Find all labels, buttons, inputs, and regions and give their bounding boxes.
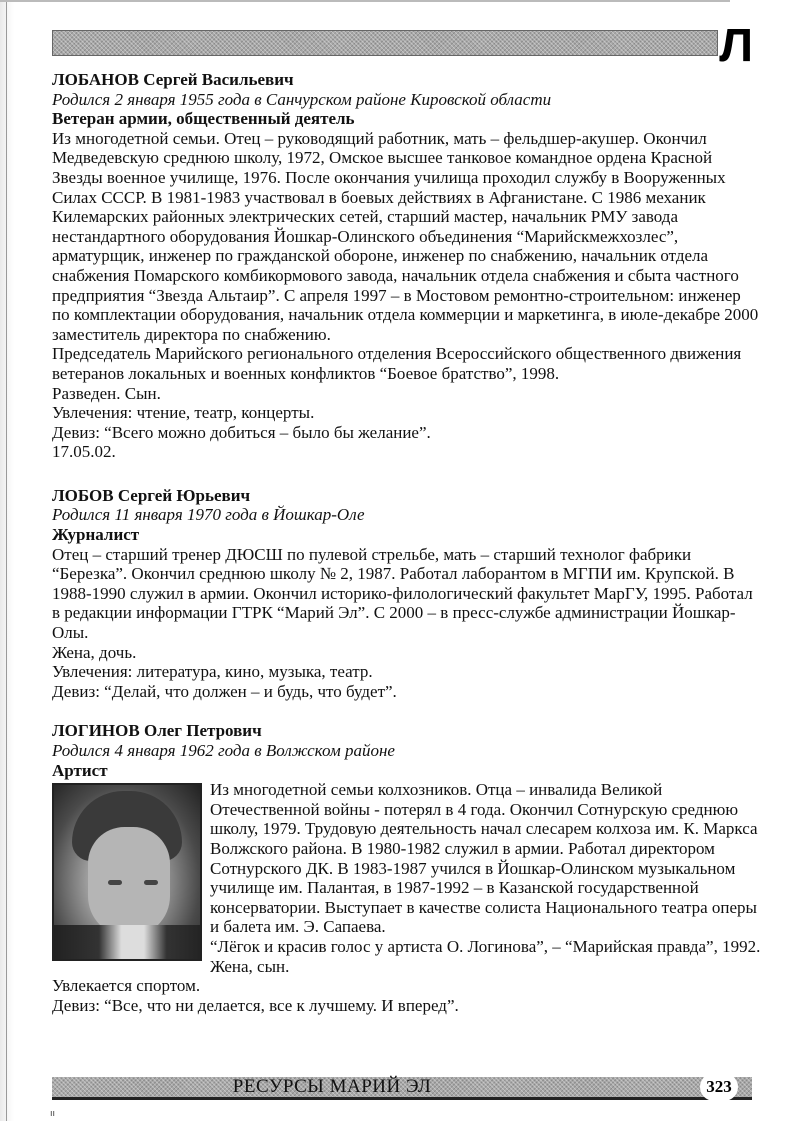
entry-paragraph: Жена, дочь. <box>52 642 137 662</box>
entry-profession: Артист <box>52 760 108 780</box>
footer-bar <box>52 1077 752 1100</box>
entry-profession: Журналист <box>52 525 140 545</box>
page-number: 323 <box>700 1073 738 1101</box>
entry-paragraph: Отец – старший тренер ДЮСШ по пулевой стрельбе, мать – старший технолог фабрики “Березка”. Окончил среднюю школу № 2, 1987. Работал лаборантом в МГПИ им. Крупской. В 1988-1990 служил в армии. Окончил историко-филологический факультет МарГУ, 1995. Работал в редакции информации ГТРК “Марий Эл”. С 2000 – в пресс-службе администрации Йошкар-Олы. <box>52 544 753 643</box>
biography-entry-loginov <box>52 721 762 1015</box>
entry-paragraph: Увлечения: чтение, театр, концерты. <box>52 403 315 423</box>
photo-eye <box>108 880 122 885</box>
entry-paragraph: Увлечения: литература, кино, музыка, театр. <box>52 662 373 682</box>
entry-paragraph: Жена, сын. <box>210 956 290 976</box>
photo-row <box>52 780 762 976</box>
entry-name: ЛОБОВ Сергей Юрьевич <box>52 485 251 505</box>
photo-eye <box>144 880 158 885</box>
entry-paragraph: Из многодетной семьи колхозников. Отца – инвалида Великой Отечественной войны - потерял в 4 года. Окончил Сотнурскую среднюю школу, 1979. Трудовую деятельность начал слесарем колхоза им. К. Маркса Волжского района. В 1980-1982 служил в армии. Работал директором Сотнурского ДК. В 1983-1987 учился в Йошкар-Олинском музыкальном училище им. Палантая, в 1987-1992 – в Казанской государственной консерватории. Выступает в качестве солиста Национального театра оперы и балета им. Э. Сапаева. <box>210 780 758 937</box>
top-rule <box>0 0 730 2</box>
entry-birth: Родился 4 января 1962 года в Волжском районе <box>52 741 395 760</box>
page-margin-edge <box>0 0 14 1121</box>
entry-paragraph: Разведен. Сын. <box>52 383 161 403</box>
biography-entry-lobov <box>52 486 762 702</box>
page-content <box>52 70 762 1034</box>
binding-line <box>6 0 7 1121</box>
entry-profession: Ветеран армии, общественный деятель <box>52 109 355 129</box>
entry-name: ЛОГИНОВ Олег Петрович <box>52 721 262 741</box>
entry-paragraph: Председатель Марийского регионального отделения Всероссийского общественного движения ветеранов локальных и военных конфликтов “Боевое братство”, 1998. <box>52 344 742 383</box>
scan-mark: ıı <box>50 1108 56 1118</box>
section-letter: Л <box>719 19 754 71</box>
entry-paragraph: Девиз: “Всего можно добиться – было бы желание”. <box>52 422 431 442</box>
photo-collar <box>54 925 202 961</box>
entry-date: 17.05.02. <box>52 442 116 462</box>
entry-paragraph: Девиз: “Делай, что должен – и будь, что будет”. <box>52 681 397 701</box>
entry-name: ЛОБАНОВ Сергей Васильевич <box>52 70 294 89</box>
footer-title: РЕСУРСЫ МАРИЙ ЭЛ <box>232 1076 432 1097</box>
entry-paragraph: Из многодетной семьи. Отец – руководящий работник, мать – фельдшер-акушер. Окончил Медведевскую среднюю школу, 1972, Омское высшее танковое командное ордена Красной Звезды военное училище, 1976. После окончания училища проходил службу в Вооруженных Силах СССР. В 1981-1983 участвовал в боевых действиях в Афганистане. С 1986 механик Килемарских районных электрических сетей, старший мастер, начальник РМУ завода нестандартного оборудования Йошкар-Олинского объединения “Марийскмежхозлес”, арматурщик, инженер по гражданской обороне, инженер по снабжению, начальник отдела снабжения Помарского комбикормового завода, начальник отдела снабжения и сбыта частного предприятия “Звезда Альтаир”. С апреля 1997 – в Мостовом ремонтно-строительном: инженер по комплектации оборудования, начальник отдела коммерции и маркетинга, в июле-декабре 2000 заместитель директора по снабжению. <box>52 128 759 344</box>
header-decorative-bar <box>52 30 718 56</box>
portrait-photo <box>52 783 202 961</box>
entry-paragraph: Увлекается спортом. <box>52 976 201 996</box>
entry-birth: Родился 11 января 1970 года в Йошкар-Оле <box>52 505 365 525</box>
entry-quote: “Лёгок и красив голос у артиста О. Логинова”, – “Марийская правда”, 1992. <box>210 936 761 956</box>
entry-paragraph: Девиз: “Все, что ни делается, все к лучшему. И вперед”. <box>52 995 459 1015</box>
entry-birth: Родился 2 января 1955 года в Санчурском районе Кировской области <box>52 89 552 109</box>
photo-side-text <box>210 780 762 976</box>
biography-entry-lobanov <box>52 70 762 462</box>
